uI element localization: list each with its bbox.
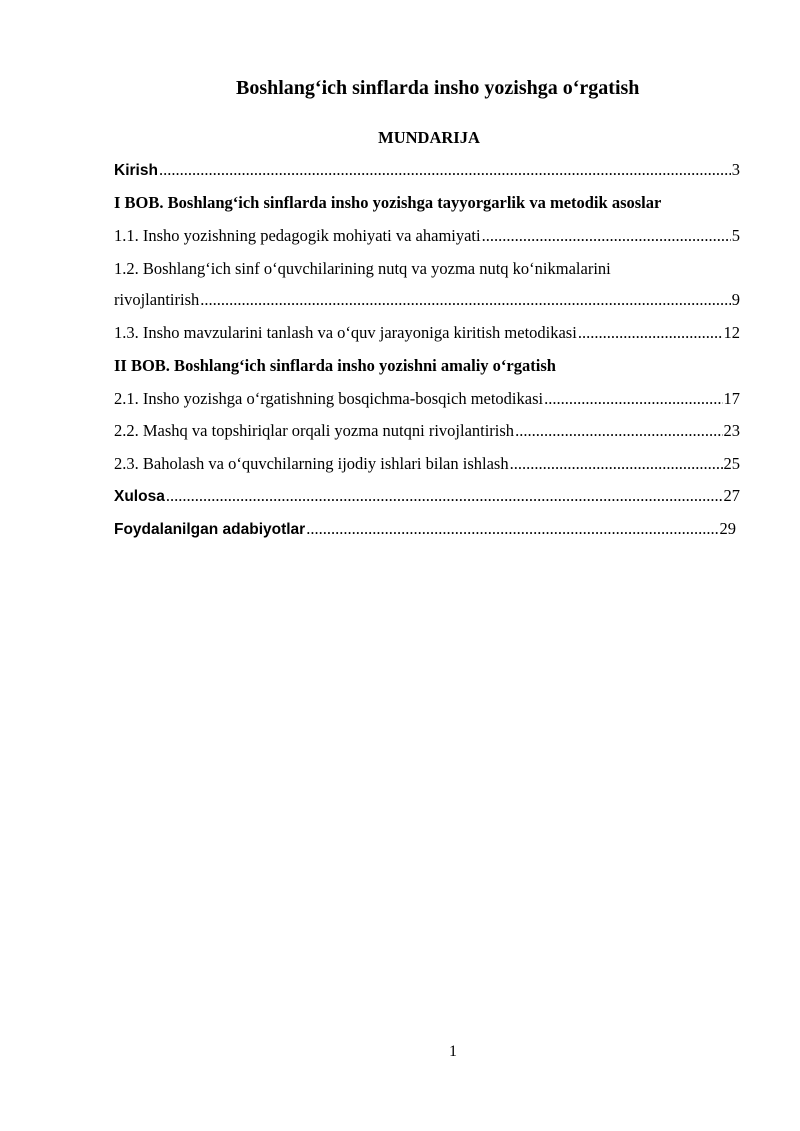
toc-entry-page: 23 xyxy=(723,421,740,440)
toc-entry-label: 2.2. Mashq va topshiriqlar orqali yozma nutqni rivojlantirish xyxy=(114,421,515,440)
document-title: Boshlang‘ich sinflarda insho yozishga o‘rgatish xyxy=(236,77,640,99)
dot-leader xyxy=(159,160,731,180)
toc-entry-page: 9 xyxy=(731,290,740,309)
toc-entry-label: 1.3. Insho mavzularini tanlash va o‘quv jarayoniga kiritish metodikasi xyxy=(114,323,577,342)
toc-entry-1-2-line1: 1.2. Boshlang‘ich sinf o‘quvchilarining nutq va yozma nutq ko‘nikmalarini xyxy=(114,259,611,278)
toc-chapter-1: I BOB. Boshlang‘ich sinflarda insho yozishga tayyorgarlik va metodik asoslar xyxy=(114,193,662,212)
page-number: 1 xyxy=(449,1043,457,1060)
dot-leader xyxy=(578,323,723,343)
toc-entry-page: 12 xyxy=(723,323,740,342)
toc-entry-adabiyotlar xyxy=(114,519,736,539)
toc-entry-page: 5 xyxy=(731,226,740,245)
toc-entry-1-3 xyxy=(114,323,740,343)
dot-leader xyxy=(166,486,723,506)
toc-entry-xulosa xyxy=(114,486,740,506)
toc-entry-2-1 xyxy=(114,389,740,409)
dot-leader xyxy=(306,519,718,539)
dot-leader xyxy=(200,290,731,310)
toc-entry-label: Xulosa xyxy=(114,488,165,505)
dot-leader xyxy=(482,226,731,246)
toc-entry-page: 27 xyxy=(723,486,740,505)
toc-entry-1-2 xyxy=(114,290,740,310)
toc-chapter-2: II BOB. Boshlang‘ich sinflarda insho yozishni amaliy o‘rgatish xyxy=(114,356,556,375)
dot-leader xyxy=(510,454,723,474)
toc-entry-page: 25 xyxy=(723,454,740,473)
toc-entry-label: 1.1. Insho yozishning pedagogik mohiyati va ahamiyati xyxy=(114,226,481,245)
toc-entry-2-3 xyxy=(114,454,740,474)
dot-leader xyxy=(544,389,722,409)
toc-entry-page: 3 xyxy=(731,160,740,179)
dot-leader xyxy=(515,421,722,441)
toc-entry-1-1 xyxy=(114,226,740,246)
toc-entry-page: 17 xyxy=(723,389,740,408)
toc-entry-page: 29 xyxy=(719,519,736,538)
toc-entry-kirish xyxy=(114,160,740,180)
toc-entry-2-2 xyxy=(114,421,740,441)
toc-entry-label: Foydalanilgan adabiyotlar xyxy=(114,521,306,538)
contents-heading: MUNDARIJA xyxy=(378,128,480,147)
toc-entry-label: 2.3. Baholash va o‘quvchilarning ijodiy ishlari bilan ishlash xyxy=(114,454,509,473)
toc-entry-label: 2.1. Insho yozishga o‘rgatishning bosqichma-bosqich metodikasi xyxy=(114,389,544,408)
toc-entry-label: Kirish xyxy=(114,162,158,179)
toc-entry-label: rivojlantirish xyxy=(114,290,200,309)
